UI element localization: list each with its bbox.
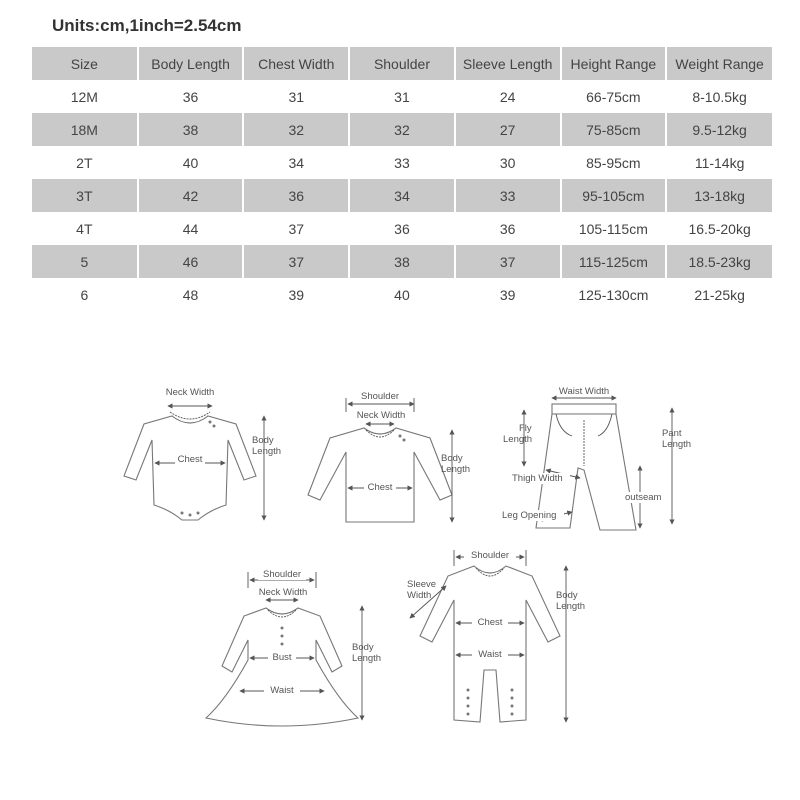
bodysuit-length-label: Length — [252, 446, 282, 457]
shirt-body-label: Body — [441, 453, 463, 464]
size-chart-table — [32, 47, 772, 311]
table-cell: 40 — [138, 146, 244, 179]
header-sleeve-length: Sleeve Length — [455, 47, 561, 80]
pants-fly-label: Fly — [519, 423, 532, 434]
table-cell: 13-18kg — [694, 187, 745, 204]
header-size: Size — [32, 47, 138, 80]
table-cell: 16.5-20kg — [688, 220, 751, 237]
table-cell: 36 — [138, 80, 244, 113]
table-cell: 46 — [138, 245, 244, 278]
pants-fly-length-label: Length — [503, 434, 533, 445]
shirt-length-label: Length — [441, 464, 471, 475]
measurement-diagrams — [0, 360, 800, 760]
table-cell: 33 — [349, 146, 455, 179]
table-cell: 36 — [243, 179, 349, 212]
header-body-length: Body Length — [138, 47, 244, 80]
bodysuit-body-label: Body — [252, 435, 274, 446]
table-cell: 3T — [32, 179, 138, 212]
table-cell: 105-115cm — [561, 212, 667, 245]
table-row — [32, 146, 772, 179]
table-cell: 24 — [455, 80, 561, 113]
table-cell: 34 — [243, 146, 349, 179]
bodysuit-chest-label: Chest — [177, 454, 203, 465]
dress-neck-width-label: Neck Width — [258, 587, 308, 598]
dress-diagram — [206, 569, 381, 726]
table-cell: 8-10.5kg — [692, 88, 747, 105]
header-weight-range: Weight Range — [675, 55, 764, 72]
table-cell: 30 — [455, 146, 561, 179]
table-cell: 18M — [32, 113, 138, 146]
table-cell: 40 — [349, 278, 455, 311]
header-chest-width: Chest Width — [243, 47, 349, 80]
romper-shoulder-label: Shoulder — [470, 550, 510, 561]
dress-shoulder-label: Shoulder — [262, 569, 302, 580]
romper-chest-label: Chest — [477, 617, 503, 628]
shirt-diagram — [308, 390, 470, 522]
table-cell: 11-14kg — [694, 154, 745, 171]
table-row — [32, 212, 772, 245]
table-cell: 95-105cm — [561, 179, 667, 212]
table-cell: 48 — [138, 278, 244, 311]
table-cell: 36 — [349, 212, 455, 245]
table-cell: 85-95cm — [561, 146, 667, 179]
romper-sleeve-label: Sleeve — [407, 579, 437, 590]
header-shoulder: Shoulder — [349, 47, 455, 80]
table-cell: 4T — [32, 212, 138, 245]
table-cell: 44 — [138, 212, 244, 245]
shirt-chest-label: Chest — [367, 482, 393, 493]
dress-length-label: Length — [352, 653, 382, 664]
pants-waist-width-label: Waist Width — [558, 386, 610, 397]
table-cell: 42 — [138, 179, 244, 212]
table-cell: 75-85cm — [561, 113, 667, 146]
table-cell: 37 — [455, 245, 561, 278]
dress-waist-label: Waist — [270, 685, 294, 696]
table-cell: 39 — [243, 278, 349, 311]
pants-diagram — [502, 386, 691, 530]
bodysuit-diagram — [124, 387, 281, 520]
bodysuit-neck-width-label: Neck Width — [165, 387, 215, 398]
table-cell: 38 — [349, 245, 455, 278]
table-cell: 32 — [243, 113, 349, 146]
pants-outseam-label: outseam — [625, 492, 662, 503]
table-cell: 6 — [32, 278, 138, 311]
shirt-neck-width-label: Neck Width — [356, 410, 406, 421]
table-cell: 21-25kg — [694, 286, 745, 303]
table-cell: 33 — [455, 179, 561, 212]
table-cell: 12M — [32, 80, 138, 113]
table-cell: 39 — [455, 278, 561, 311]
units-label: Units:cm,1inch=2.54cm — [52, 16, 242, 35]
table-cell: 34 — [349, 179, 455, 212]
pants-thigh-width-label: Thigh Width — [512, 473, 563, 484]
romper-sleeve-width-label: Width — [407, 590, 432, 601]
table-cell: 32 — [349, 113, 455, 146]
romper-length-label: Length — [556, 601, 586, 612]
table-cell: 125-130cm — [561, 278, 667, 311]
table-cell: 37 — [243, 212, 349, 245]
table-cell: 66-75cm — [561, 80, 667, 113]
pants-leg-opening-label: Leg Opening — [502, 510, 557, 521]
table-cell: 36 — [455, 212, 561, 245]
table-cell: 2T — [32, 146, 138, 179]
table-cell: 37 — [243, 245, 349, 278]
table-row — [32, 113, 772, 146]
table-cell: 18.5-23kg — [688, 253, 751, 270]
romper-diagram — [407, 549, 585, 722]
table-cell: 38 — [138, 113, 244, 146]
table-cell: 27 — [455, 113, 561, 146]
dress-body-label: Body — [352, 642, 374, 653]
pants-pant-label: Pant — [662, 428, 682, 439]
table-row — [32, 80, 772, 113]
table-cell: 5 — [32, 245, 138, 278]
romper-body-label: Body — [556, 590, 578, 601]
table-row — [32, 179, 772, 212]
dress-bust-label: Bust — [272, 652, 292, 663]
table-cell: 31 — [349, 80, 455, 113]
shirt-shoulder-label: Shoulder — [360, 391, 400, 402]
table-header-row — [32, 47, 772, 80]
table-cell: 9.5-12kg — [692, 121, 747, 138]
table-row — [32, 278, 772, 311]
table-cell: 31 — [243, 80, 349, 113]
pants-pant-length-label: Length — [662, 439, 692, 450]
header-height-range: Height Range — [561, 47, 667, 80]
table-row — [32, 245, 772, 278]
table-cell: 115-125cm — [561, 245, 667, 278]
romper-waist-label: Waist — [478, 649, 502, 660]
